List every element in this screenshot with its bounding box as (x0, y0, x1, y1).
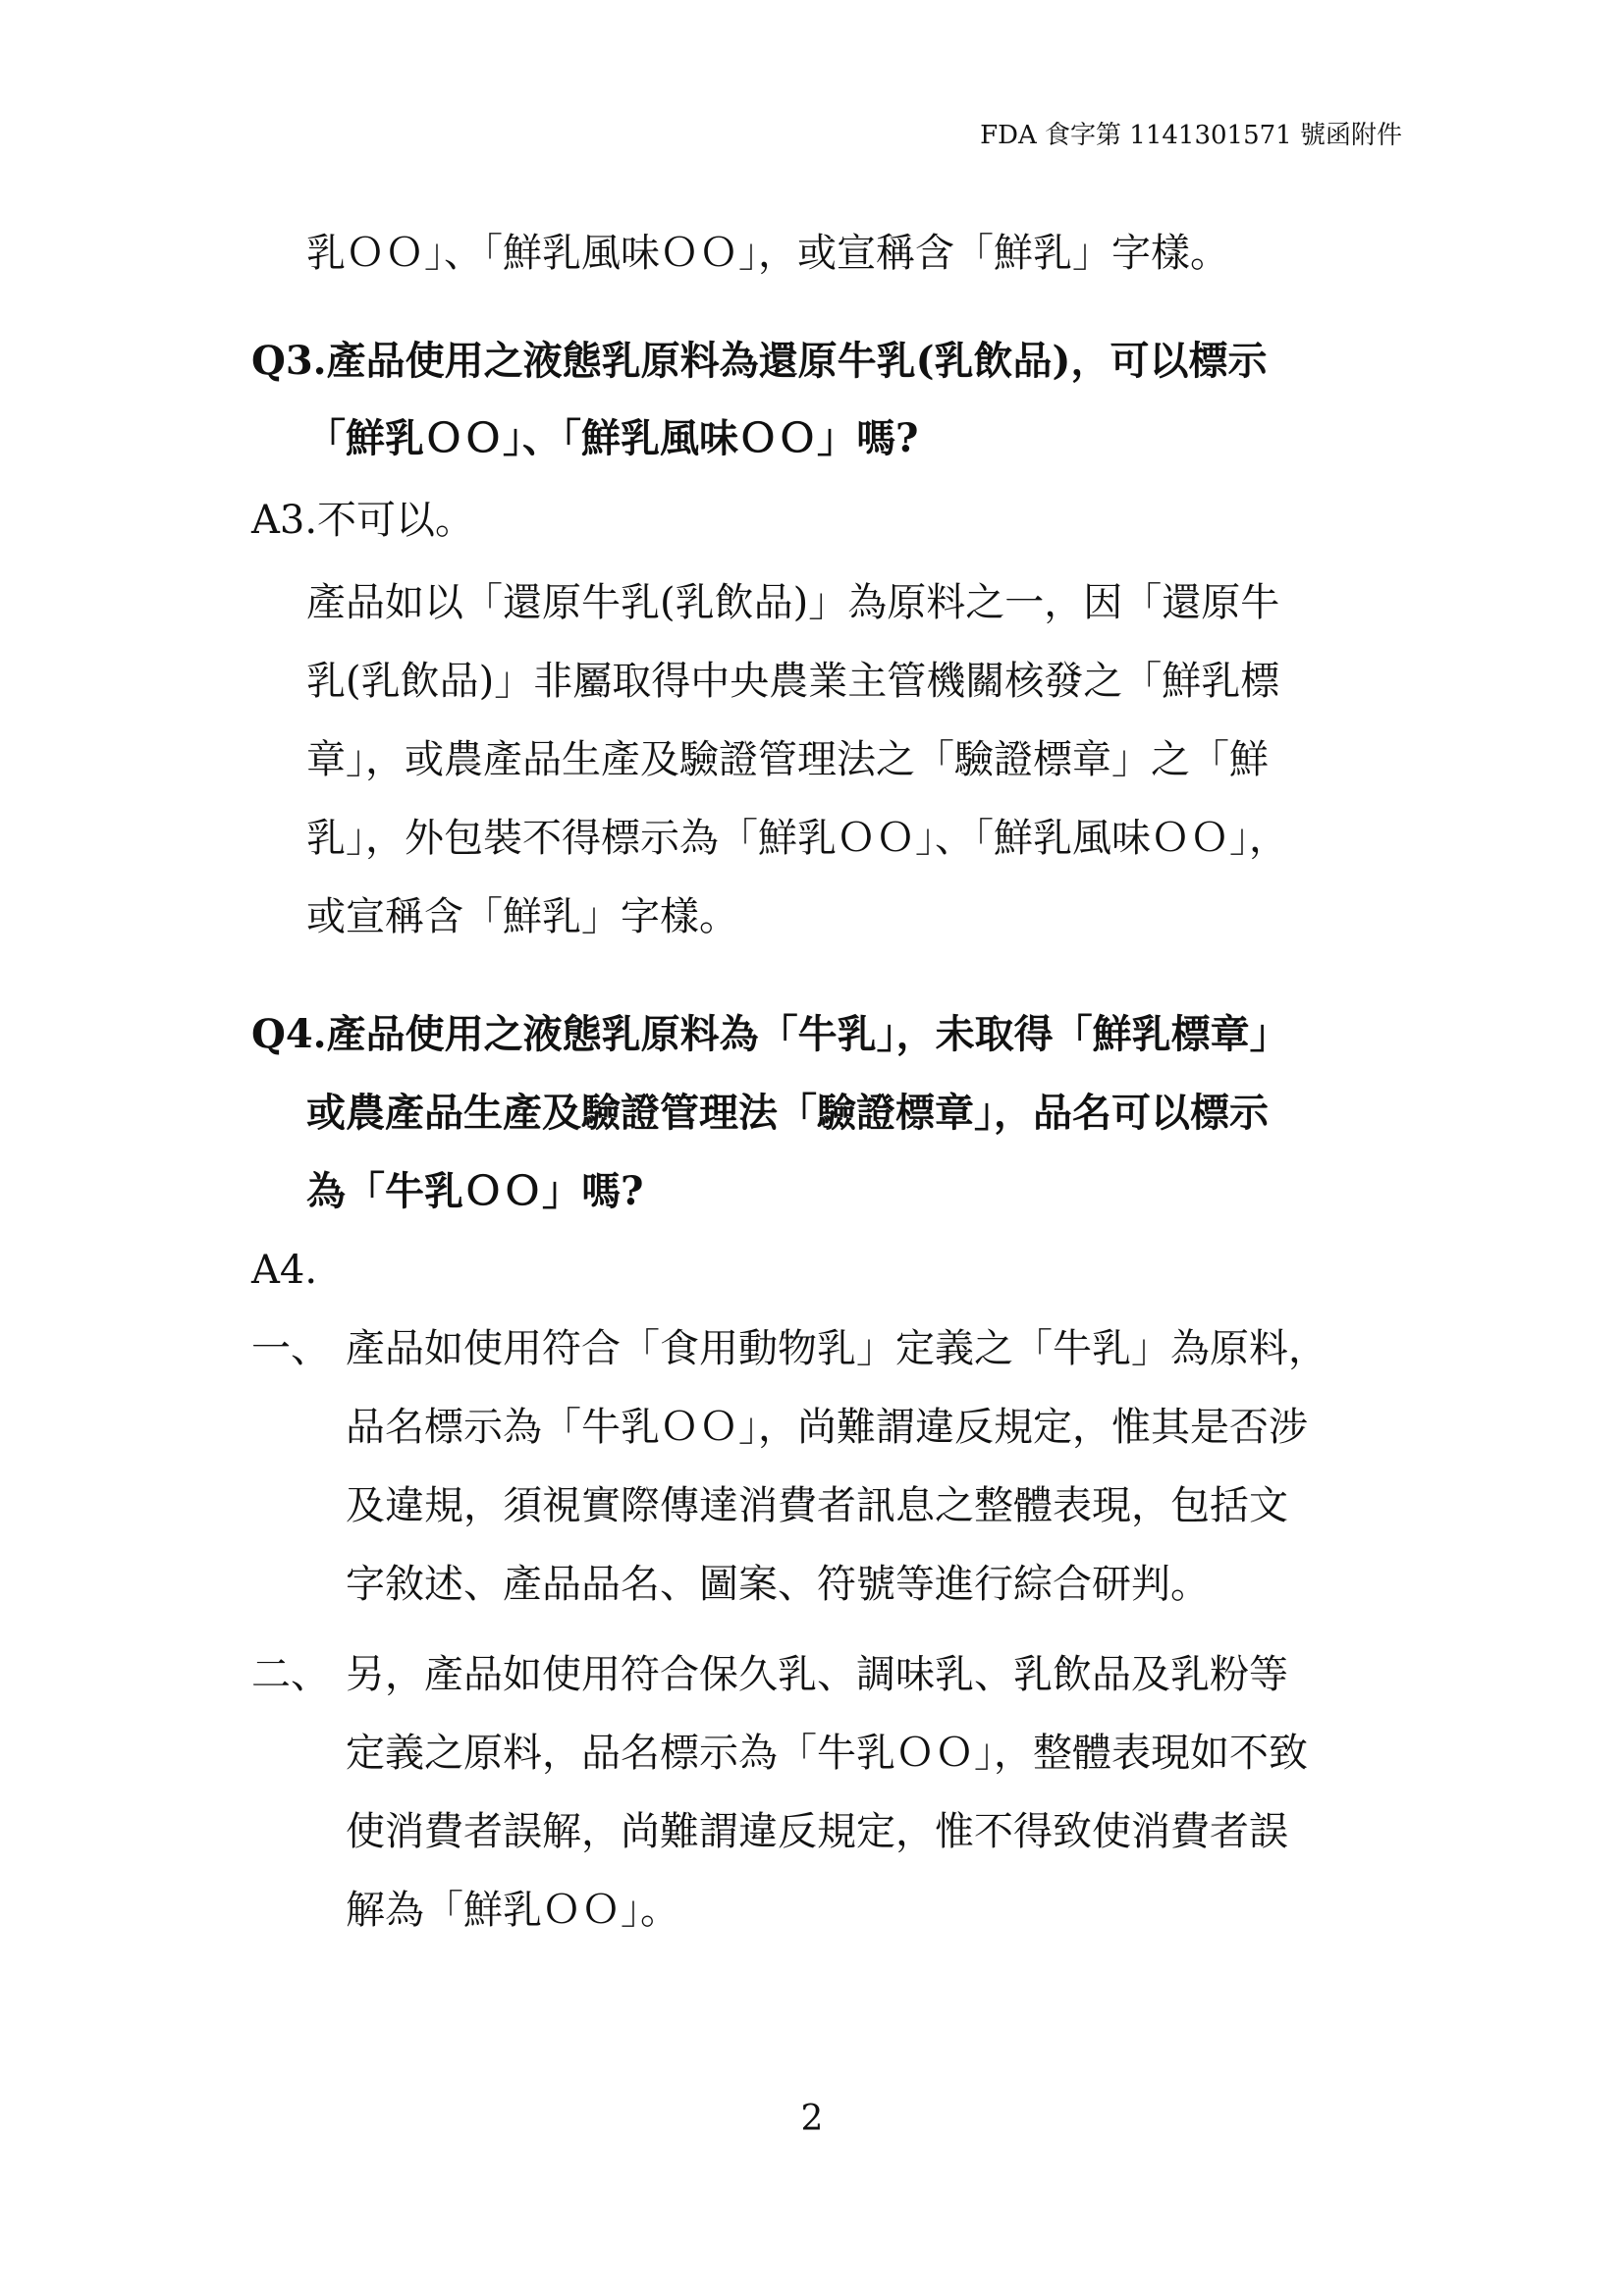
q3-answer-line: 乳(乳飲品)」非屬取得中央農業主管機關核發之「鮮乳標 (306, 659, 1280, 704)
header-reference: FDA 食字第 1141301571 號函附件 (980, 121, 1402, 150)
item-line: 品名標示為「牛乳ＯＯ」，尚難謂違反規定，惟其是否涉 (346, 1405, 1308, 1450)
q3-answer-line: 乳」，外包裝不得標示為「鮮乳ＯＯ」、「鮮乳風味ＯＯ」， (306, 816, 1288, 861)
q3-answer-line: 章」，或農產品生產及驗證管理法之「驗證標章」之「鮮 (306, 737, 1269, 782)
item-marker: 二、 (251, 1652, 330, 1697)
item-line: 解為「鮮乳ＯＯ」。 (346, 1888, 679, 1933)
item-line: 字敘述、產品品名、圖案、符號等進行綜合研判。 (346, 1562, 1210, 1607)
q3-question-line: 「鮮乳ＯＯ」、「鮮乳風味ＯＯ」嗎? (306, 415, 919, 461)
q3-answer-line: 產品如以「還原牛乳(乳飲品)」為原料之一，因「還原牛 (306, 580, 1280, 625)
q3-answer-label: A3.不可以。 (251, 498, 475, 543)
item-line: 使消費者誤解，尚難謂違反規定，惟不得致使消費者誤 (346, 1809, 1288, 1854)
item-marker: 一、 (251, 1326, 330, 1371)
item-line: 及違規，須視實際傳達消費者訊息之整體表現，包括文 (346, 1483, 1288, 1528)
q4-question-line: 為「牛乳ＯＯ」嗎? (306, 1168, 644, 1214)
q4-question-line: Q4.產品使用之液態乳原料為「牛乳」，未取得「鮮乳標章」 (251, 1011, 1289, 1057)
page-number: 2 (800, 2099, 824, 2139)
item-line: 產品如使用符合「食用動物乳」定義之「牛乳」為原料， (346, 1326, 1327, 1371)
continuation-line: 乳ＯＯ」、「鮮乳風味ＯＯ」，或宣稱含「鮮乳」字樣。 (306, 231, 1229, 276)
q3-answer-line: 或宣稱含「鮮乳」字樣。 (306, 894, 738, 939)
q4-question-line: 或農產品生產及驗證管理法「驗證標章」，品名可以標示 (306, 1090, 1269, 1136)
q4-answer-label: A4. (251, 1248, 318, 1293)
item-line: 定義之原料，品名標示為「牛乳ＯＯ」，整體表現如不致 (346, 1731, 1308, 1776)
q3-question-line: Q3.產品使用之液態乳原料為還原牛乳(乳飲品)，可以標示 (251, 338, 1268, 384)
item-line: 另，產品如使用符合保久乳、調味乳、乳飲品及乳粉等 (346, 1652, 1288, 1697)
